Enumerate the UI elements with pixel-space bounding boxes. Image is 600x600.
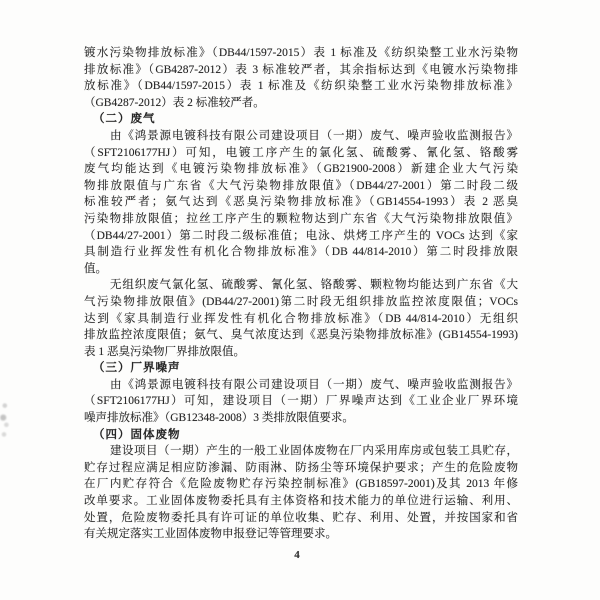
text-line: 排放监控浓度限值；氨气、臭气浓度达到《恶臭污染物排放标准》(GB14554-1993) bbox=[84, 329, 518, 342]
text-line: 无组织废气氯化氢、硫酸雾、氰化氢、铬酸雾、颗粒物均能达到广东省《大 bbox=[110, 279, 518, 292]
text-line: 处置，危险废物委托具有许可证的单位收集、贮存、利用、处置，并按国家和省 bbox=[84, 511, 518, 524]
text-line: （SFT2106177HJ）可知，建设项目（一期）厂界噪声达到《工业企业厂界环境 bbox=[84, 395, 518, 408]
text-line: 镀水污染物排放标准》（DB44/1597-2015）表 1 标准及《纺织染整工业水污染物 bbox=[84, 47, 518, 59]
text-line: 放标准》（DB44/1597-2015）表 1 标准及《纺织染整工业水污染物排放标准》 bbox=[84, 80, 518, 93]
text-line: 气污染物排放限值》(DB44/27-2001)第二时段无组织排放监控浓度限值；VOCs bbox=[84, 295, 518, 308]
text-line: （DB44/27-2001）第二时段二级标准值；电泳、烘烤工序产生的 VOCs 达到《家 bbox=[84, 229, 518, 242]
text-line: 在厂内贮存符合《危险废物贮存污染控制标准》(GB18597-2001)及其 2013 年修 bbox=[84, 478, 518, 491]
text-line: 有关规定落实工业固体废物申报登记等管理要求。 bbox=[84, 528, 337, 541]
section-heading: （二）废气 bbox=[93, 113, 156, 126]
text-block bbox=[84, 45, 518, 543]
text-line: 标准较严者；氨气达到《恶臭污染物排放标准》（GB14554-1993）表 2 恶臭 bbox=[84, 196, 518, 209]
text-line: 排放标准》（GB4287-2012）表 3 标准较严者，其余指标达到《电镀水污染物排 bbox=[84, 63, 518, 76]
text-line: 废气均能达到《电镀污染物排放标准》（GB21900-2008）新建企业大气污染 bbox=[84, 163, 518, 176]
text-line: 具制造行业挥发性有机化合物排放标准》（DB 44/814-2010）第二时段排放限 bbox=[84, 246, 518, 259]
text-line: 由《鸿景源电镀科技有限公司建设项目（一期）废气、噪声验收监测报告》 bbox=[110, 378, 518, 391]
section-heading: （三）厂界噪声 bbox=[93, 362, 181, 375]
text-line: （GB4287-2012）表 2 标准较严者。 bbox=[84, 96, 265, 109]
page-number: 4 bbox=[294, 549, 300, 561]
text-line: 建设项目（一期）产生的一般工业固体废物在厂内采用库房或包装工具贮存， bbox=[110, 445, 518, 458]
text-line: 改单要求。工业固体废物委托具有主体资格和技术能力的单位进行运输、利用、 bbox=[84, 495, 518, 508]
text-line: （SFT2106177HJ）可知，电镀工序产生的氯化氢、硫酸雾、氰化氢、铬酸雾 bbox=[84, 146, 518, 159]
text-line: 达到《家具制造行业挥发性有机化合物排放标准》（DB 44/814-2010）无组织 bbox=[84, 312, 518, 325]
scan-smudge-artifact bbox=[0, 396, 16, 444]
text-line: 噪声排放标准》（GB12348-2008）3 类排放限值要求。 bbox=[84, 412, 354, 425]
text-line: 表 1 恶臭污染物厂界排放限值。 bbox=[84, 345, 245, 358]
text-line: 物排放限值与广东省《大气污染物排放限值》（DB44/27-2001）第二时段二级 bbox=[84, 179, 518, 192]
section-heading: （四）固体废物 bbox=[93, 428, 181, 441]
text-line: 污染物排放限值；拉丝工序产生的颗粒物达到广东省《大气污染物排放限值》 bbox=[84, 212, 518, 225]
text-line: 贮存过程应满足相应防渗漏、防雨淋、防扬尘等环境保护要求；产生的危险废物 bbox=[84, 461, 518, 474]
text-line: 值。 bbox=[84, 262, 107, 275]
text-line: 由《鸿景源电镀科技有限公司建设项目（一期）废气、噪声验收监测报告》 bbox=[110, 129, 518, 142]
